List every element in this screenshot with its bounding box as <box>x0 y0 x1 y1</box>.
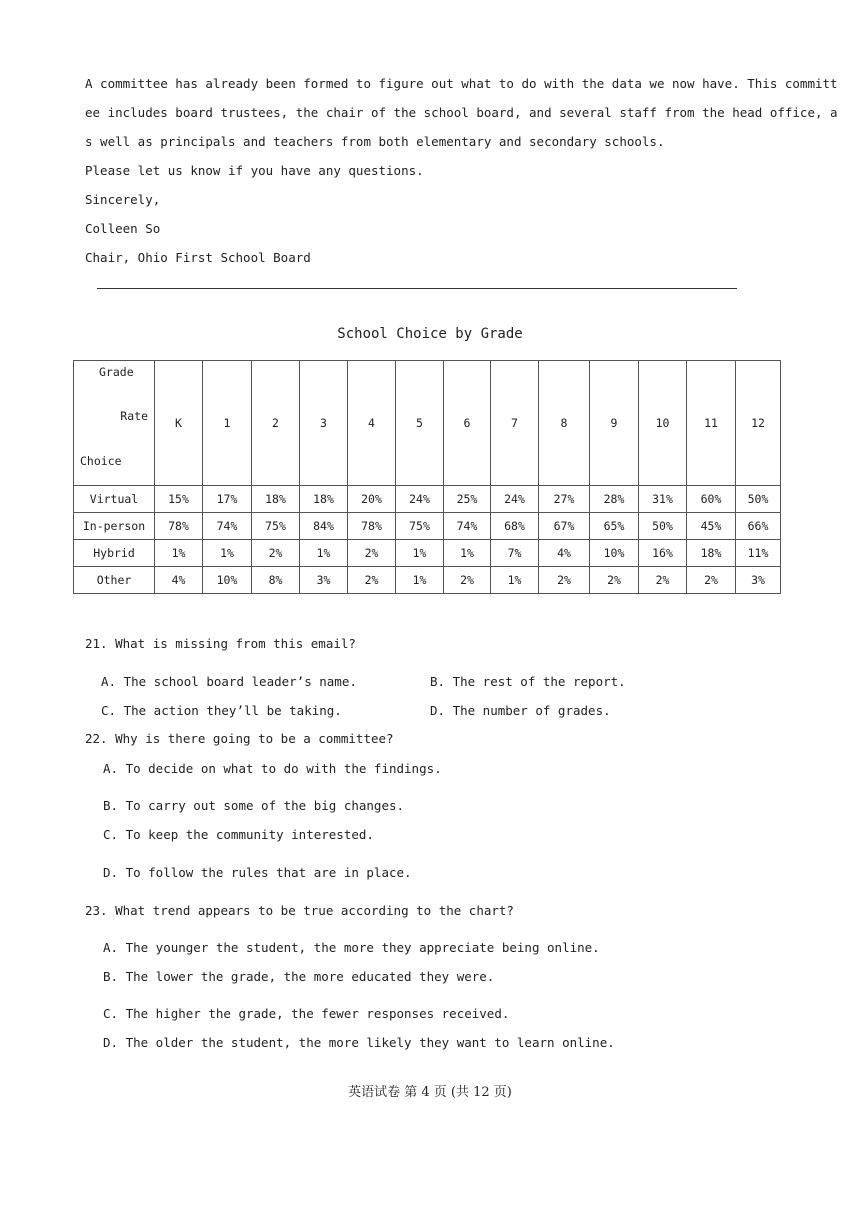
table-cell: 74% <box>203 513 252 540</box>
table-cell: 1% <box>300 540 348 567</box>
letter-line-3: s well as principals and teachers from both elementary and secondary schools. <box>85 134 665 149</box>
table-header-row <box>74 361 781 486</box>
table-cell: 2% <box>539 567 590 594</box>
question-23-option-b[interactable]: B. The lower the grade, the more educated they were. <box>103 969 495 984</box>
table-cell: 1% <box>396 567 444 594</box>
table-cell: 10% <box>203 567 252 594</box>
school-choice-table <box>73 360 781 594</box>
table-cell: 1% <box>155 540 203 567</box>
table-row-in-person <box>74 513 781 540</box>
table-cell: 3% <box>736 567 781 594</box>
grade-header: 4 <box>348 361 396 486</box>
table-cell: 50% <box>736 486 781 513</box>
table-cell: 68% <box>491 513 539 540</box>
table-row-hybrid <box>74 540 781 567</box>
table-cell: 15% <box>155 486 203 513</box>
question-22-option-c[interactable]: C. To keep the community interested. <box>103 827 374 842</box>
letter-closing: Sincerely, <box>85 192 161 207</box>
table-cell: 2% <box>444 567 491 594</box>
question-22-stem: 22. Why is there going to be a committee? <box>85 731 394 746</box>
grade-header: 6 <box>444 361 491 486</box>
table-cell: 2% <box>252 540 300 567</box>
grade-header: K <box>155 361 203 486</box>
table-cell: 28% <box>590 486 639 513</box>
question-23-stem: 23. What trend appears to be true according to the chart? <box>85 903 514 918</box>
question-22-option-b[interactable]: B. To carry out some of the big changes. <box>103 798 405 813</box>
table-title: School Choice by Grade <box>337 326 523 342</box>
table-row-virtual <box>74 486 781 513</box>
table-cell: 1% <box>491 567 539 594</box>
table-cell: 16% <box>639 540 687 567</box>
table-cell: 2% <box>348 567 396 594</box>
table-cell: 31% <box>639 486 687 513</box>
grade-header: 8 <box>539 361 590 486</box>
table-cell: 50% <box>639 513 687 540</box>
row-label: Other <box>74 567 155 594</box>
header-choice-label: Choice <box>80 454 122 468</box>
table-cell: 2% <box>687 567 736 594</box>
letter-signer-title: Chair, Ohio First School Board <box>85 250 311 265</box>
grade-header: 3 <box>300 361 348 486</box>
table-cell: 4% <box>155 567 203 594</box>
table-cell: 65% <box>590 513 639 540</box>
table-cell: 20% <box>348 486 396 513</box>
question-21-stem: 21. What is missing from this email? <box>85 636 356 651</box>
table-cell: 75% <box>252 513 300 540</box>
table-cell: 78% <box>348 513 396 540</box>
letter-line-2: ee includes board trustees, the chair of the school board, and several staff from the head office, a <box>85 105 838 120</box>
table-cell: 18% <box>300 486 348 513</box>
grade-header: 9 <box>590 361 639 486</box>
question-23-option-d[interactable]: D. The older the student, the more likely they want to learn online. <box>103 1035 615 1050</box>
question-22-option-d[interactable]: D. To follow the rules that are in place. <box>103 865 412 880</box>
table-cell: 2% <box>348 540 396 567</box>
table-cell: 27% <box>539 486 590 513</box>
grade-header: 11 <box>687 361 736 486</box>
question-22-option-a[interactable]: A. To decide on what to do with the findings. <box>103 761 442 776</box>
table-cell: 7% <box>491 540 539 567</box>
table-cell: 1% <box>396 540 444 567</box>
table-cell: 11% <box>736 540 781 567</box>
grade-header: 12 <box>736 361 781 486</box>
corner-header-cell <box>74 361 155 486</box>
question-21-option-a[interactable]: A. The school board leader’s name. <box>101 674 357 689</box>
table-cell: 78% <box>155 513 203 540</box>
header-rate-label: Rate <box>120 409 148 423</box>
question-23-option-a[interactable]: A. The younger the student, the more they appreciate being online. <box>103 940 600 955</box>
grade-header: 5 <box>396 361 444 486</box>
table-cell: 24% <box>491 486 539 513</box>
table-cell: 2% <box>590 567 639 594</box>
header-grade-label: Grade <box>99 365 134 379</box>
table-cell: 8% <box>252 567 300 594</box>
row-label: Virtual <box>74 486 155 513</box>
page-footer: 英语试卷 第 4 页 (共 12 页) <box>348 1085 512 1100</box>
question-23-option-c[interactable]: C. The higher the grade, the fewer responses received. <box>103 1006 510 1021</box>
table-cell: 66% <box>736 513 781 540</box>
table-cell: 2% <box>639 567 687 594</box>
question-21-option-d[interactable]: D. The number of grades. <box>430 703 611 718</box>
table-cell: 18% <box>252 486 300 513</box>
letter-line-4: Please let us know if you have any questions. <box>85 163 424 178</box>
table-cell: 17% <box>203 486 252 513</box>
letter-line-1: A committee has already been formed to figure out what to do with the data we now have. This committ <box>85 76 838 91</box>
grade-header: 7 <box>491 361 539 486</box>
question-21-option-c[interactable]: C. The action they’ll be taking. <box>101 703 342 718</box>
grade-header: 1 <box>203 361 252 486</box>
table-cell: 74% <box>444 513 491 540</box>
table-cell: 60% <box>687 486 736 513</box>
table-cell: 84% <box>300 513 348 540</box>
table-cell: 25% <box>444 486 491 513</box>
table-cell: 75% <box>396 513 444 540</box>
grade-header: 2 <box>252 361 300 486</box>
table-cell: 45% <box>687 513 736 540</box>
row-label: In-person <box>74 513 155 540</box>
letter-signer-name: Colleen So <box>85 221 161 236</box>
table-cell: 3% <box>300 567 348 594</box>
table-cell: 1% <box>203 540 252 567</box>
row-label: Hybrid <box>74 540 155 567</box>
table-cell: 10% <box>590 540 639 567</box>
table-cell: 1% <box>444 540 491 567</box>
grade-header: 10 <box>639 361 687 486</box>
table-cell: 4% <box>539 540 590 567</box>
divider-line <box>97 288 737 289</box>
question-21-option-b[interactable]: B. The rest of the report. <box>430 674 626 689</box>
table-cell: 24% <box>396 486 444 513</box>
table-cell: 18% <box>687 540 736 567</box>
table-cell: 67% <box>539 513 590 540</box>
table-row-other <box>74 567 781 594</box>
